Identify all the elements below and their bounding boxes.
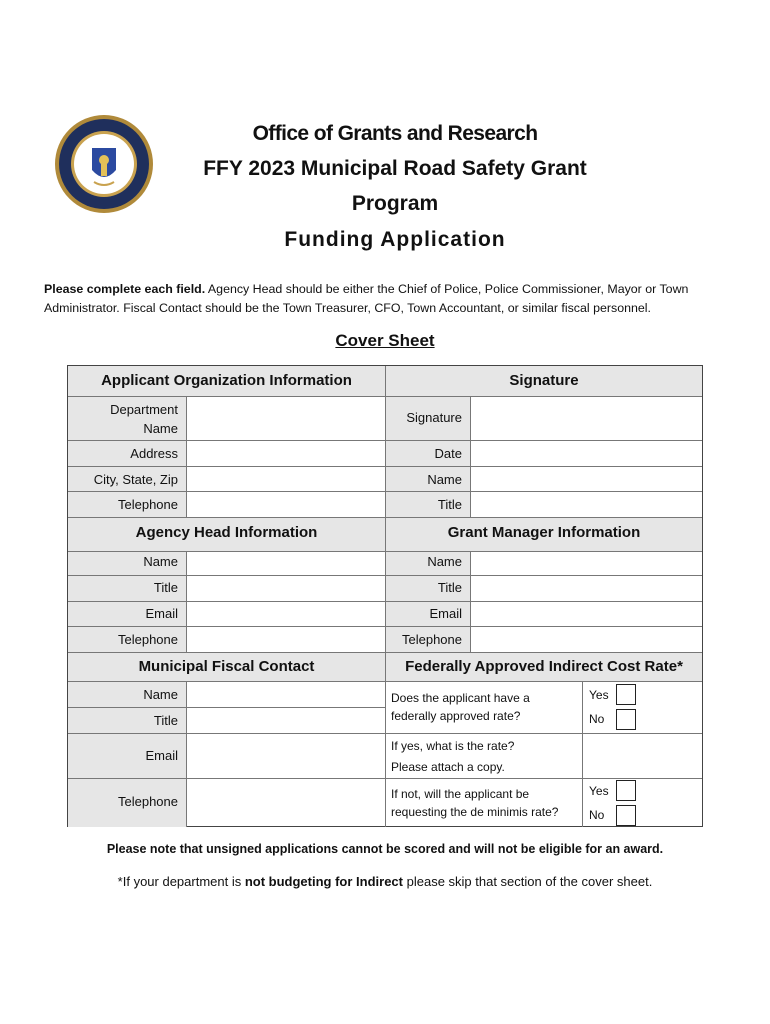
rate-question: If yes, what is the rate?: [391, 739, 515, 753]
grant-manager-telephone-input[interactable]: [471, 627, 702, 652]
title-office: Office of Grants and Research: [252, 122, 538, 145]
cover-sheet-heading: Cover Sheet: [335, 331, 435, 350]
title-program-line2: Program: [351, 192, 439, 215]
approved-rate-no-checkbox[interactable]: [616, 709, 636, 730]
approved-rate-question: Does the applicant have a federally approved rate?: [391, 691, 530, 723]
fiscal-title-label: Title: [153, 713, 178, 728]
instructions: Please complete each field. Agency Head should be either the Chief of Police, Police Commissioner, Mayor or Town Administrator. Fiscal Contact should be the Town Treasurer, CFO, Town Accountant, or similar fiscal personnel.: [44, 282, 689, 315]
grant-manager-header: Grant Manager Information: [447, 524, 641, 541]
de-minimis-yes-label: Yes: [589, 784, 609, 798]
indirect-cost-header: Federally Approved Indirect Cost Rate*: [405, 658, 683, 675]
fiscal-name-input[interactable]: [187, 682, 385, 707]
de-minimis-no-checkbox[interactable]: [616, 805, 636, 826]
title-funding-application: Funding Application: [284, 228, 506, 251]
fiscal-name-label: Name: [143, 687, 178, 702]
grant-manager-email-input[interactable]: [471, 602, 702, 626]
applicant-telephone-label: Telephone: [118, 497, 178, 512]
signer-title-input[interactable]: [471, 492, 702, 517]
signature-label: Signature: [406, 410, 462, 425]
applicant-telephone-input[interactable]: [187, 492, 385, 517]
agency-head-name-label: Name: [143, 554, 178, 569]
seal-logo: [54, 114, 154, 214]
city-state-zip-label: City, State, Zip: [93, 472, 178, 487]
signature-input[interactable]: [471, 397, 702, 440]
fiscal-telephone-input[interactable]: [187, 779, 385, 827]
indirect-note: *If your department is not budgeting for Indirect please skip that section of the cover sheet.: [117, 874, 653, 889]
grant-manager-name-label: Name: [427, 554, 462, 569]
de-minimis-yes-checkbox[interactable]: [616, 780, 636, 801]
de-minimis-question: If not, will the applicant be requesting the de minimis rate?: [391, 787, 559, 819]
grant-manager-email-label: Email: [429, 606, 462, 621]
grant-manager-telephone-label: Telephone: [402, 632, 462, 647]
address-label: Address: [130, 446, 178, 461]
grant-manager-name-input[interactable]: [471, 552, 702, 575]
fiscal-telephone-label: Telephone: [118, 794, 178, 809]
rate-input[interactable]: [583, 734, 702, 778]
approved-rate-yes-label: Yes: [589, 688, 609, 702]
signer-name-label: Name: [427, 472, 462, 487]
signer-title-label: Title: [437, 497, 462, 512]
attach-copy-note: Please attach a copy.: [391, 760, 505, 774]
date-input[interactable]: [471, 441, 702, 466]
fiscal-email-input[interactable]: [187, 734, 385, 778]
approved-rate-no-label: No: [589, 712, 605, 726]
signature-header: Signature: [509, 372, 579, 389]
de-minimis-no-label: No: [589, 808, 605, 822]
agency-head-header: Agency Head Information: [135, 524, 318, 541]
applicant-org-header: Applicant Organization Information: [101, 372, 352, 389]
date-label: Date: [434, 446, 462, 461]
agency-head-title-input[interactable]: [187, 576, 385, 601]
unsigned-note: Please note that unsigned applications cannot be scored and will not be eligible for an award.: [106, 842, 664, 856]
agency-head-telephone-input[interactable]: [187, 627, 385, 652]
agency-head-telephone-label: Telephone: [118, 632, 178, 647]
fiscal-contact-header: Municipal Fiscal Contact: [138, 658, 315, 675]
fiscal-email-label: Email: [145, 748, 178, 763]
address-input[interactable]: [187, 441, 385, 466]
department-name-label: Department Name: [110, 402, 178, 436]
title-program-line1: FFY 2023 Municipal Road Safety Grant: [203, 157, 587, 180]
approved-rate-yes-checkbox[interactable]: [616, 684, 636, 705]
fiscal-title-input[interactable]: [187, 708, 385, 733]
city-state-zip-input[interactable]: [187, 467, 385, 491]
cover-sheet-form: [67, 365, 703, 827]
agency-head-email-input[interactable]: [187, 602, 385, 626]
grant-manager-title-input[interactable]: [471, 576, 702, 601]
agency-head-title-label: Title: [153, 580, 178, 595]
grant-manager-title-label: Title: [437, 580, 462, 595]
agency-head-email-label: Email: [145, 606, 178, 621]
department-name-input[interactable]: [187, 397, 385, 440]
signer-name-input[interactable]: [471, 467, 702, 491]
agency-head-name-input[interactable]: [187, 552, 385, 575]
